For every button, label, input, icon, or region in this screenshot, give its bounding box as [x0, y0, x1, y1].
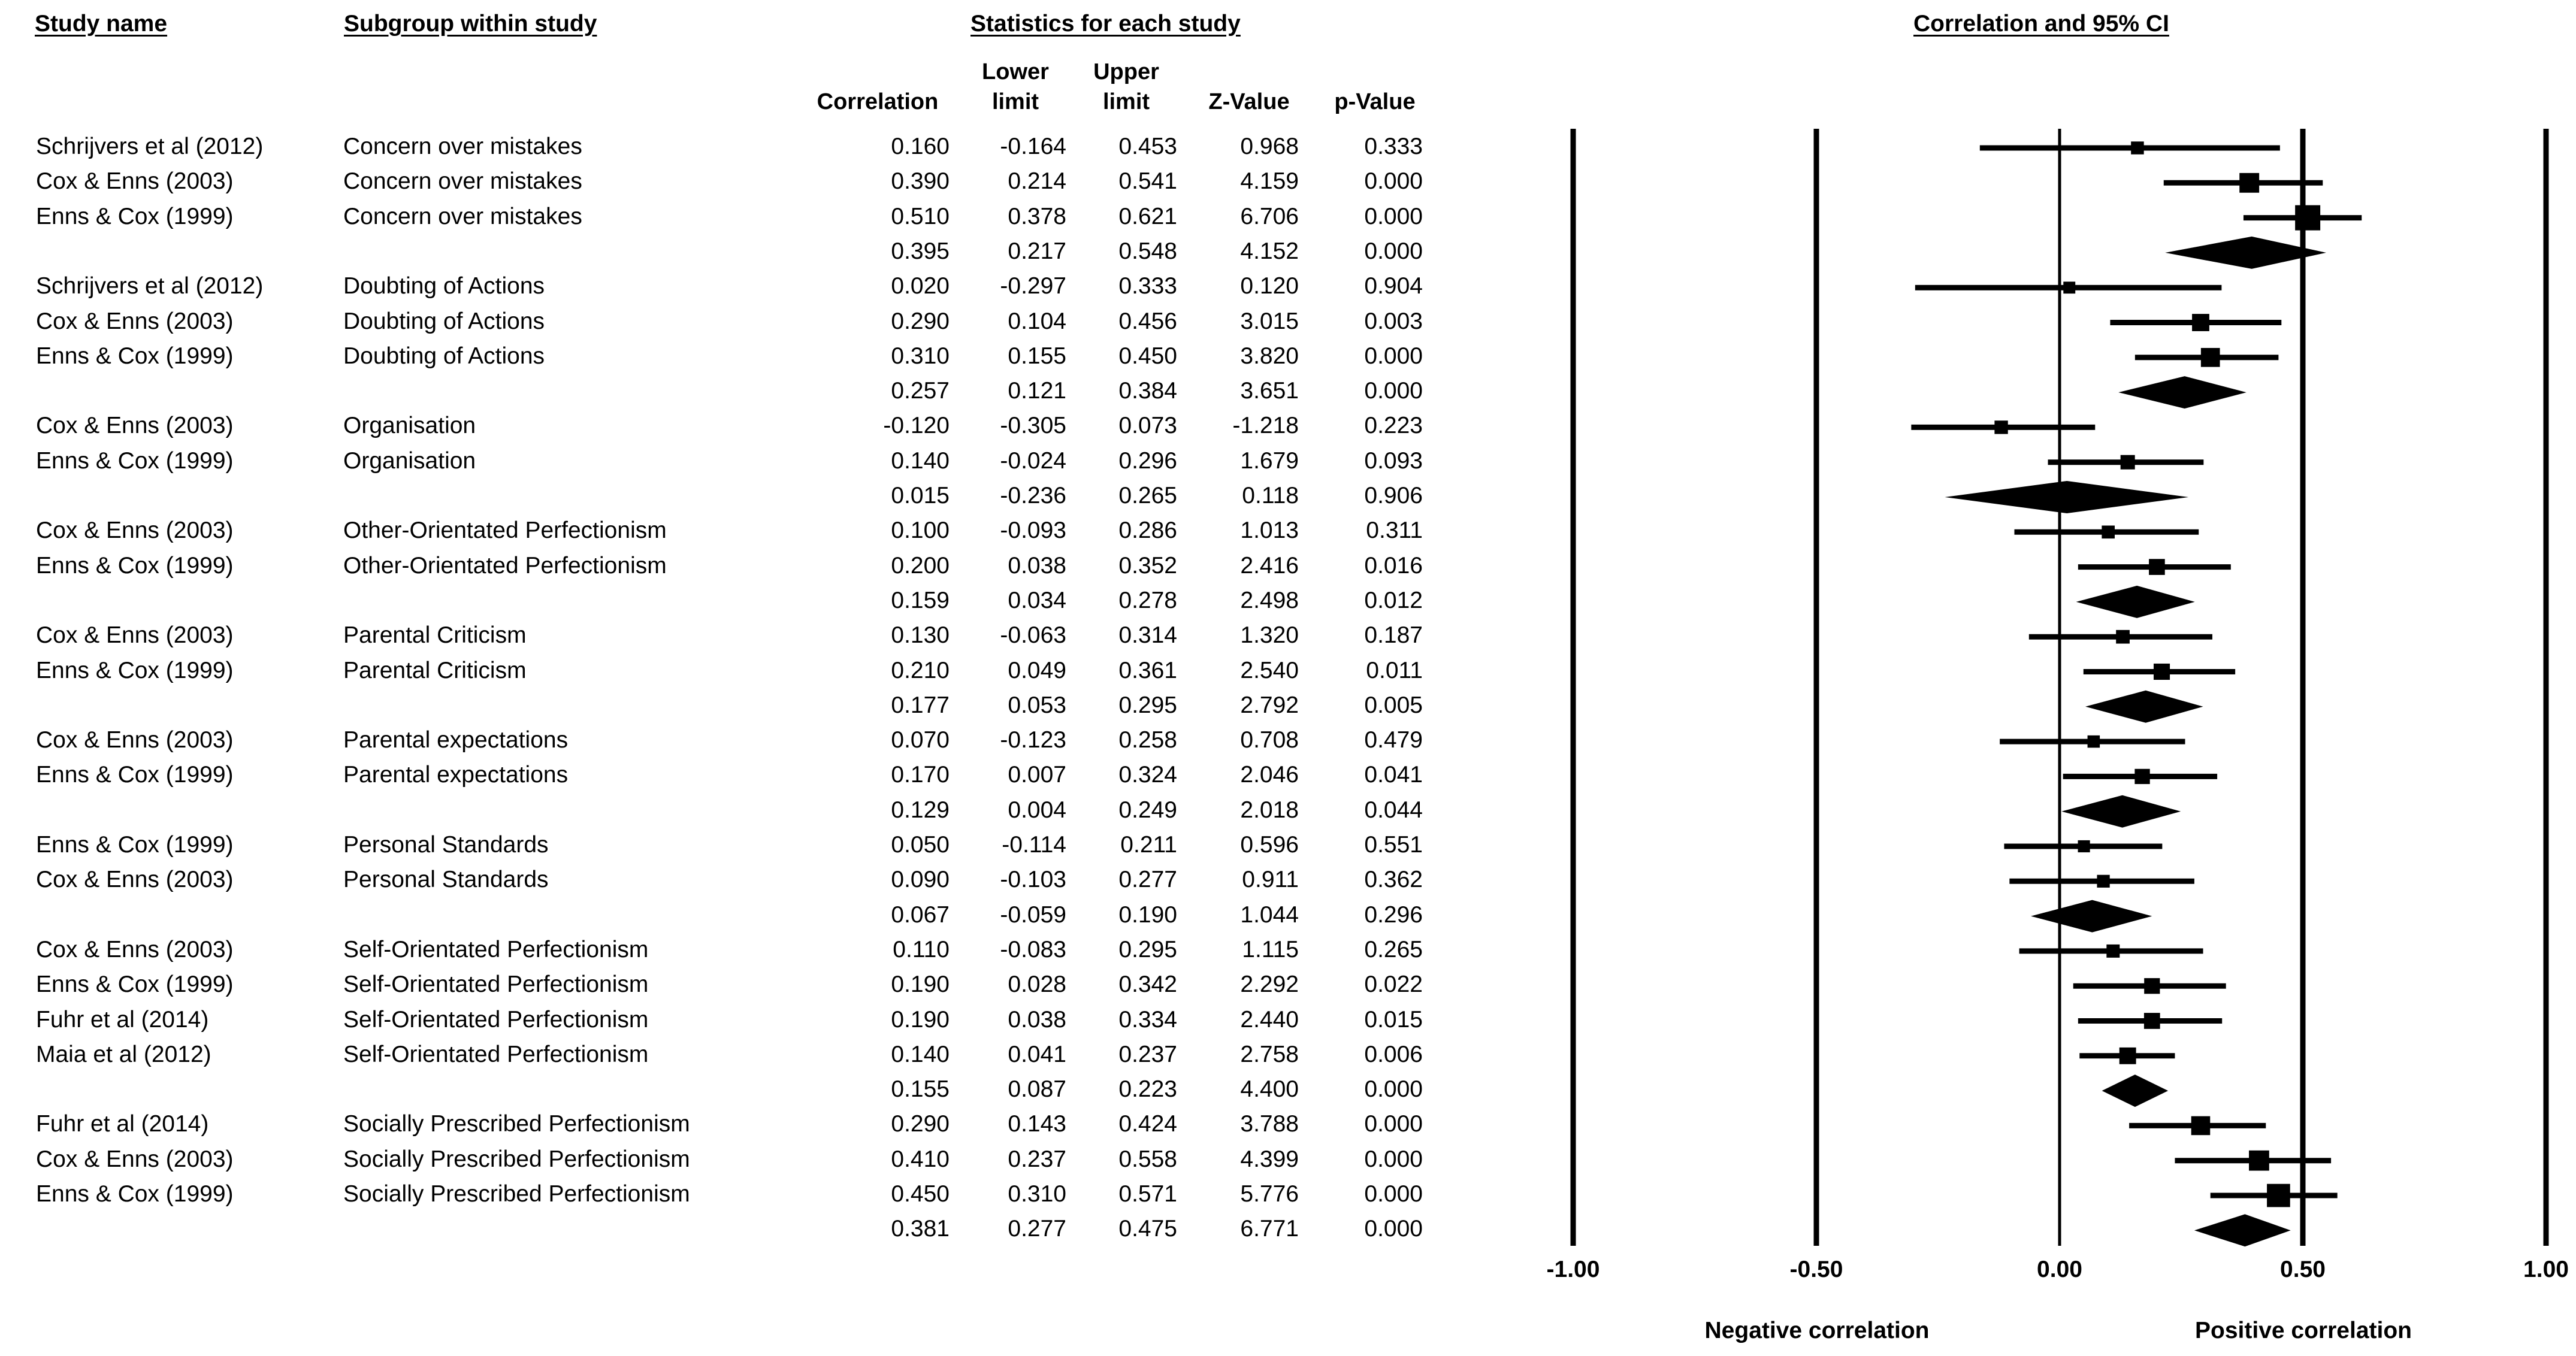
- p-value-cell: 0.015: [1364, 1007, 1423, 1033]
- study-name-cell: Fuhr et al (2014): [36, 1007, 209, 1033]
- lower-limit-cell: -0.114: [1002, 832, 1066, 858]
- correlation-cell: 0.140: [891, 448, 950, 474]
- point-estimate-square: [2106, 945, 2120, 958]
- z-value-cell: 2.440: [1240, 1007, 1299, 1033]
- z-value-cell: 4.400: [1240, 1076, 1299, 1102]
- subgroup-cell: Personal Standards: [343, 867, 549, 892]
- correlation-cell: -0.120: [883, 413, 950, 438]
- upper-limit-cell: 0.190: [1118, 902, 1177, 928]
- p-value-cell: 0.333: [1364, 134, 1423, 159]
- lower-limit-cell: -0.093: [1000, 517, 1066, 543]
- upper-limit-cell: 0.456: [1118, 308, 1177, 334]
- point-estimate-square: [2239, 173, 2259, 193]
- upper-limit-cell: 0.211: [1120, 832, 1177, 858]
- lower-limit-cell: 0.121: [1008, 378, 1066, 404]
- point-estimate-square: [2102, 525, 2115, 538]
- summary-diamond: [2076, 586, 2195, 618]
- study-name-cell: Enns & Cox (1999): [36, 204, 234, 229]
- study-name-cell: Schrijvers et al (2012): [36, 134, 264, 159]
- p-value-cell: 0.011: [1366, 658, 1423, 683]
- lower-limit-cell: 0.038: [1008, 553, 1066, 579]
- subgroup-cell: Parental expectations: [343, 727, 569, 753]
- correlation-cell: 0.067: [891, 902, 950, 928]
- correlation-cell: 0.410: [891, 1146, 950, 1172]
- point-estimate-square: [2267, 1184, 2290, 1207]
- positive-correlation-label: Positive correlation: [2195, 1318, 2412, 1343]
- lower-limit-cell: 0.053: [1008, 692, 1066, 718]
- study-name-cell: Enns & Cox (1999): [36, 762, 234, 788]
- upper-limit-cell: 0.296: [1118, 448, 1177, 474]
- p-value-cell: 0.012: [1364, 588, 1423, 613]
- lower-limit-cell: -0.024: [1000, 448, 1066, 474]
- correlation-cell: 0.170: [891, 762, 950, 788]
- correlation-cell: 0.395: [891, 238, 950, 264]
- summary-diamond: [2118, 376, 2247, 408]
- upper-limit-cell: 0.541: [1118, 168, 1177, 194]
- z-value-cell: 2.792: [1240, 692, 1299, 718]
- study-name-cell: Cox & Enns (2003): [36, 867, 234, 892]
- study-name-cell: Cox & Enns (2003): [36, 622, 234, 648]
- study-name-cell: Enns & Cox (1999): [36, 1181, 234, 1207]
- z-value-cell: 6.771: [1240, 1216, 1299, 1242]
- point-estimate-square: [2063, 282, 2075, 293]
- x-tick-label: -0.50: [1789, 1257, 1843, 1282]
- correlation-cell: 0.200: [891, 553, 950, 579]
- upper-limit-cell: 0.424: [1118, 1111, 1177, 1137]
- study-name-cell: Cox & Enns (2003): [36, 937, 234, 962]
- z-value-cell: 4.152: [1240, 238, 1299, 264]
- point-estimate-square: [1994, 420, 2007, 434]
- correlation-cell: 0.050: [891, 832, 950, 858]
- z-value-cell: 0.118: [1242, 483, 1299, 509]
- upper-limit-cell: 0.223: [1118, 1076, 1177, 1102]
- correlation-cell: 0.257: [891, 378, 950, 404]
- point-estimate-square: [2295, 205, 2320, 231]
- subgroup-cell: Parental Criticism: [343, 658, 527, 683]
- lower-limit-cell: 0.310: [1008, 1181, 1066, 1207]
- subgroup-cell: Concern over mistakes: [343, 204, 582, 229]
- study-name-cell: Cox & Enns (2003): [36, 413, 234, 438]
- correlation-col-header: Correlation: [817, 89, 939, 114]
- subgroup-cell: Other-Orientated Perfectionism: [343, 517, 667, 543]
- p-value-cell: 0.000: [1364, 168, 1423, 194]
- correlation-cell: 0.100: [891, 517, 950, 543]
- summary-diamond: [2102, 1074, 2168, 1107]
- subgroup-cell: Socially Prescribed Perfectionism: [343, 1181, 690, 1207]
- p-value-cell: 0.093: [1364, 448, 1423, 474]
- z-value-cell: 3.820: [1240, 343, 1299, 369]
- lower-limit-cell: 0.143: [1008, 1111, 1066, 1137]
- z-value-cell: 0.596: [1240, 832, 1299, 858]
- point-estimate-square: [2192, 314, 2209, 331]
- z-value-cell: 2.498: [1240, 588, 1299, 613]
- z-value-cell: 3.651: [1240, 378, 1299, 404]
- point-estimate-square: [2149, 559, 2165, 575]
- z-value-cell: 6.706: [1240, 204, 1299, 229]
- p-value-cell: 0.016: [1364, 553, 1423, 579]
- subgroup-cell: Doubting of Actions: [343, 308, 545, 334]
- p-value-cell: 0.479: [1364, 727, 1423, 753]
- subgroup-cell: Concern over mistakes: [343, 134, 582, 159]
- z-value-cell: 1.013: [1240, 517, 1299, 543]
- upper-limit-cell: 0.453: [1118, 134, 1177, 159]
- z-value-cell: 0.708: [1240, 727, 1299, 753]
- lower-limit-cell: -0.063: [1000, 622, 1066, 648]
- correlation-cell: 0.159: [891, 588, 950, 613]
- p-value-cell: 0.006: [1364, 1042, 1423, 1067]
- upper-limit-cell: 0.571: [1118, 1181, 1177, 1207]
- study-name-cell: Enns & Cox (1999): [36, 971, 234, 997]
- p-value-cell: 0.265: [1364, 937, 1423, 962]
- z-value-cell: 0.911: [1242, 867, 1299, 892]
- lower-limit-cell: -0.236: [1000, 483, 1066, 509]
- subgroup-cell: Concern over mistakes: [343, 168, 582, 194]
- upper-limit-cell: 0.450: [1118, 343, 1177, 369]
- study-name-cell: Cox & Enns (2003): [36, 1146, 234, 1172]
- correlation-cell: 0.390: [891, 168, 950, 194]
- lower-limit-cell: 0.217: [1008, 238, 1066, 264]
- summary-diamond: [2031, 900, 2152, 933]
- p-value-cell: 0.000: [1364, 1146, 1423, 1172]
- z-value-cell: 1.115: [1242, 937, 1299, 962]
- p-value-cell: 0.005: [1364, 692, 1423, 718]
- upper-limit-cell: 0.278: [1118, 588, 1177, 613]
- point-estimate-square: [2116, 630, 2130, 644]
- subgroup-cell: Personal Standards: [343, 832, 549, 858]
- lower-limit-cell: -0.305: [1000, 413, 1066, 438]
- lower-limit-cell: 0.214: [1008, 168, 1066, 194]
- p-value-cell: 0.362: [1364, 867, 1423, 892]
- study-name-cell: Enns & Cox (1999): [36, 832, 234, 858]
- z-value-cell: 3.788: [1240, 1111, 1299, 1137]
- upper-limit-cell: 0.265: [1118, 483, 1177, 509]
- p-value-cell: 0.000: [1364, 1076, 1423, 1102]
- z-value-cell: 2.540: [1240, 658, 1299, 683]
- subgroup-cell: Doubting of Actions: [343, 343, 545, 369]
- negative-correlation-label: Negative correlation: [1704, 1318, 1930, 1343]
- lower-limit-cell: -0.297: [1000, 273, 1066, 299]
- z-value-cell: 2.046: [1240, 762, 1299, 788]
- upper-limit-cell: 0.333: [1118, 273, 1177, 299]
- correlation-cell: 0.290: [891, 1111, 950, 1137]
- point-estimate-square: [2120, 1048, 2136, 1064]
- p-value-cell: 0.906: [1364, 483, 1423, 509]
- lower-limit-cell: 0.378: [1008, 204, 1066, 229]
- z-value-cell: 2.018: [1240, 797, 1299, 823]
- point-estimate-square: [2134, 769, 2149, 784]
- upper-limit-cell: 0.361: [1118, 658, 1177, 683]
- stats-header: Statistics for each study: [970, 11, 1241, 37]
- z-value-cell: 1.044: [1240, 902, 1299, 928]
- correlation-cell: 0.177: [891, 692, 950, 718]
- subgroup-cell: Self-Orientated Perfectionism: [343, 1042, 649, 1067]
- study-name-cell: Cox & Enns (2003): [36, 517, 234, 543]
- subgroup-cell: Doubting of Actions: [343, 273, 545, 299]
- correlation-cell: 0.015: [891, 483, 950, 509]
- p-value-cell: 0.904: [1364, 273, 1423, 299]
- upper-limit-cell: 0.314: [1118, 622, 1177, 648]
- point-estimate-square: [2201, 348, 2220, 367]
- upper-limit-cell: 0.286: [1118, 517, 1177, 543]
- summary-diamond: [2194, 1214, 2291, 1246]
- summary-diamond: [2061, 795, 2181, 828]
- lower-limit-cell: 0.049: [1008, 658, 1066, 683]
- upper-limit-cell: 0.558: [1118, 1146, 1177, 1172]
- upper-limit-cell: 0.621: [1118, 204, 1177, 229]
- z-value-cell: 5.776: [1240, 1181, 1299, 1207]
- x-tick-label: 0.00: [2037, 1257, 2082, 1282]
- study-name-cell: Fuhr et al (2014): [36, 1111, 209, 1137]
- summary-diamond: [1945, 481, 2188, 513]
- summary-diamond: [2085, 691, 2203, 723]
- study-name-cell: Cox & Enns (2003): [36, 308, 234, 334]
- z-value-cell: 3.015: [1240, 308, 1299, 334]
- correlation-cell: 0.190: [891, 971, 950, 997]
- upper-limit-cell: 0.295: [1118, 692, 1177, 718]
- upper-limit-col-header: Upper limit: [1093, 59, 1159, 114]
- subgroup-header: Subgroup within study: [344, 11, 597, 37]
- p-value-col-header: p-Value: [1334, 89, 1416, 114]
- correlation-cell: 0.090: [891, 867, 950, 892]
- correlation-cell: 0.129: [891, 797, 950, 823]
- p-value-cell: 0.311: [1366, 517, 1423, 543]
- upper-limit-cell: 0.237: [1118, 1042, 1177, 1067]
- lower-limit-cell: 0.277: [1008, 1216, 1066, 1242]
- upper-limit-cell: 0.342: [1118, 971, 1177, 997]
- correlation-cell: 0.190: [891, 1007, 950, 1033]
- study-name-cell: Cox & Enns (2003): [36, 168, 234, 194]
- z-value-cell: 0.120: [1240, 273, 1299, 299]
- x-tick-label: -1.00: [1546, 1257, 1600, 1282]
- upper-limit-cell: 0.249: [1118, 797, 1177, 823]
- subgroup-cell: Organisation: [343, 413, 476, 438]
- x-tick-label: 0.50: [2280, 1257, 2326, 1282]
- p-value-cell: 0.000: [1364, 1216, 1423, 1242]
- study-name-cell: Schrijvers et al (2012): [36, 273, 264, 299]
- x-tick-label: 1.00: [2523, 1257, 2569, 1282]
- lower-limit-cell: -0.164: [1000, 134, 1066, 159]
- lower-limit-cell: 0.038: [1008, 1007, 1066, 1033]
- subgroup-cell: Self-Orientated Perfectionism: [343, 971, 649, 997]
- study-name-cell: Enns & Cox (1999): [36, 553, 234, 579]
- point-estimate-square: [2144, 978, 2160, 994]
- point-estimate-square: [2154, 664, 2170, 680]
- lower-limit-cell: -0.103: [1000, 867, 1066, 892]
- z-value-cell: 2.416: [1240, 553, 1299, 579]
- correlation-cell: 0.155: [891, 1076, 950, 1102]
- point-estimate-square: [2121, 455, 2135, 470]
- upper-limit-cell: 0.352: [1118, 553, 1177, 579]
- ci-header: Correlation and 95% CI: [1913, 11, 2169, 37]
- lower-limit-cell: 0.004: [1008, 797, 1066, 823]
- lower-limit-cell: 0.155: [1008, 343, 1066, 369]
- correlation-cell: 0.140: [891, 1042, 950, 1067]
- correlation-cell: 0.450: [891, 1181, 950, 1207]
- correlation-cell: 0.210: [891, 658, 950, 683]
- correlation-cell: 0.110: [893, 937, 950, 962]
- upper-limit-cell: 0.258: [1118, 727, 1177, 753]
- p-value-cell: 0.003: [1364, 308, 1423, 334]
- study-name-cell: Maia et al (2012): [36, 1042, 211, 1067]
- lower-limit-cell: 0.237: [1008, 1146, 1066, 1172]
- correlation-cell: 0.381: [891, 1216, 950, 1242]
- point-estimate-square: [2088, 735, 2100, 748]
- upper-limit-cell: 0.295: [1118, 937, 1177, 962]
- upper-limit-cell: 0.334: [1118, 1007, 1177, 1033]
- upper-limit-cell: 0.073: [1118, 413, 1177, 438]
- lower-limit-cell: -0.123: [1000, 727, 1066, 753]
- study-name-cell: Enns & Cox (1999): [36, 343, 234, 369]
- p-value-cell: 0.187: [1364, 622, 1423, 648]
- subgroup-cell: Parental Criticism: [343, 622, 527, 648]
- z-value-cell: 2.758: [1240, 1042, 1299, 1067]
- z-value-cell: 4.399: [1240, 1146, 1299, 1172]
- lower-limit-cell: 0.007: [1008, 762, 1066, 788]
- z-value-cell: 2.292: [1240, 971, 1299, 997]
- p-value-cell: 0.000: [1364, 378, 1423, 404]
- correlation-cell: 0.510: [891, 204, 950, 229]
- p-value-cell: 0.296: [1364, 902, 1423, 928]
- subgroup-cell: Parental expectations: [343, 762, 569, 788]
- lower-limit-cell: 0.087: [1008, 1076, 1066, 1102]
- z-value-cell: 1.679: [1240, 448, 1299, 474]
- p-value-cell: 0.551: [1364, 832, 1423, 858]
- p-value-cell: 0.000: [1364, 1181, 1423, 1207]
- lower-limit-cell: 0.104: [1008, 308, 1066, 334]
- p-value-cell: 0.000: [1364, 343, 1423, 369]
- point-estimate-square: [2097, 875, 2109, 888]
- lower-limit-cell: -0.059: [1000, 902, 1066, 928]
- z-value-cell: 4.159: [1240, 168, 1299, 194]
- upper-limit-cell: 0.277: [1118, 867, 1177, 892]
- lower-limit-col-header: Lower limit: [982, 59, 1049, 114]
- upper-limit-cell: 0.548: [1118, 238, 1177, 264]
- p-value-cell: 0.000: [1364, 204, 1423, 229]
- subgroup-cell: Self-Orientated Perfectionism: [343, 1007, 649, 1033]
- correlation-cell: 0.310: [891, 343, 950, 369]
- subgroup-cell: Self-Orientated Perfectionism: [343, 937, 649, 962]
- correlation-cell: 0.290: [891, 308, 950, 334]
- point-estimate-square: [2078, 840, 2090, 852]
- lower-limit-cell: -0.083: [1000, 937, 1066, 962]
- point-estimate-square: [2144, 1013, 2160, 1029]
- upper-limit-cell: 0.384: [1118, 378, 1177, 404]
- p-value-cell: 0.044: [1364, 797, 1423, 823]
- p-value-cell: 0.041: [1364, 762, 1423, 788]
- z-value-cell: 0.968: [1240, 134, 1299, 159]
- study-name-header: Study name: [35, 11, 168, 37]
- lower-limit-cell: 0.041: [1008, 1042, 1066, 1067]
- p-value-cell: 0.223: [1364, 413, 1423, 438]
- correlation-cell: 0.160: [891, 134, 950, 159]
- z-value-cell: -1.218: [1232, 413, 1299, 438]
- subgroup-cell: Socially Prescribed Perfectionism: [343, 1111, 690, 1137]
- subgroup-cell: Organisation: [343, 448, 476, 474]
- study-name-cell: Enns & Cox (1999): [36, 448, 234, 474]
- lower-limit-cell: 0.034: [1008, 588, 1066, 613]
- upper-limit-cell: 0.324: [1118, 762, 1177, 788]
- subgroup-cell: Socially Prescribed Perfectionism: [343, 1146, 690, 1172]
- correlation-cell: 0.020: [891, 273, 950, 299]
- p-value-cell: 0.000: [1364, 238, 1423, 264]
- correlation-cell: 0.070: [891, 727, 950, 753]
- correlation-cell: 0.130: [891, 622, 950, 648]
- p-value-cell: 0.022: [1364, 971, 1423, 997]
- point-estimate-square: [2249, 1151, 2269, 1171]
- upper-limit-cell: 0.475: [1118, 1216, 1177, 1242]
- z-value-cell: 1.320: [1240, 622, 1299, 648]
- p-value-cell: 0.000: [1364, 1111, 1423, 1137]
- lower-limit-cell: 0.028: [1008, 971, 1066, 997]
- study-name-cell: Enns & Cox (1999): [36, 658, 234, 683]
- subgroup-cell: Other-Orientated Perfectionism: [343, 553, 667, 579]
- z-value-col-header: Z-Value: [1208, 89, 1290, 114]
- point-estimate-square: [2131, 141, 2143, 154]
- point-estimate-square: [2191, 1116, 2211, 1136]
- study-name-cell: Cox & Enns (2003): [36, 727, 234, 753]
